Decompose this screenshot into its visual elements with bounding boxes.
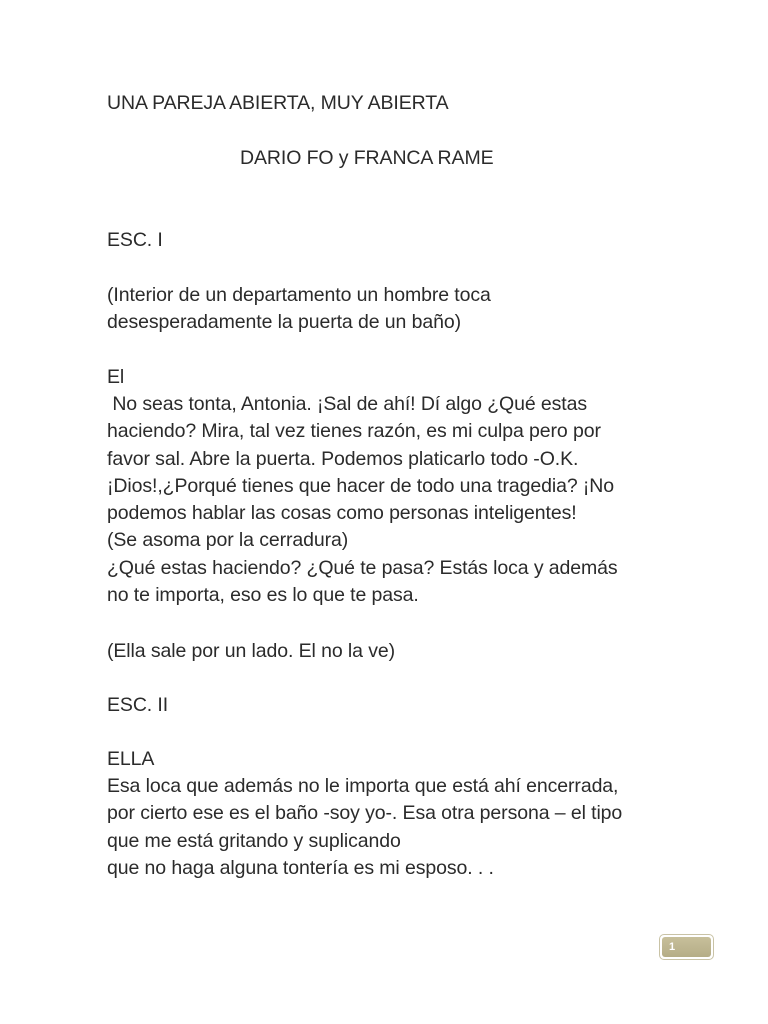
text-line: haciendo? Mira, tal vez tienes razón, es mi culpa pero por <box>107 420 601 443</box>
scene-heading-1: ESC. I <box>107 229 163 251</box>
text-line: desesperadamente la puerta de un baño) <box>107 311 461 334</box>
text-line: por cierto ese es el baño -soy yo-. Esa otra persona – el tipo <box>107 802 623 825</box>
speaker-label-el: El <box>107 366 125 388</box>
text-line: ¿Qué estas haciendo? ¿Qué te pasa? Estás loca y además <box>107 556 618 579</box>
text-line: que no haga alguna tontería es mi esposo. . . <box>107 856 494 879</box>
speaker-label-ella: ELLA <box>107 748 155 770</box>
stage-direction-2: (Ella sale por un lado. El no la ve) <box>107 640 395 662</box>
page-number-badge <box>659 934 714 960</box>
text-line: que me está gritando y suplicando <box>107 829 401 852</box>
document-title: UNA PAREJA ABIERTA, MUY ABIERTA <box>107 92 449 114</box>
scene-heading-2: ESC. II <box>107 694 169 716</box>
text-line: Esa loca que además no le importa que está ahí encerrada, <box>107 775 619 797</box>
dialogue-el <box>107 391 618 609</box>
document-authors: DARIO FO y FRANCA RAME <box>240 147 494 169</box>
text-line: ¡Dios!,¿Porqué tienes que hacer de todo una tragedia? ¡No <box>107 474 615 497</box>
text-line: no te importa, eso es lo que te pasa. <box>107 584 419 607</box>
dialogue-ella <box>107 773 622 882</box>
stage-direction-1 <box>107 282 491 337</box>
text-line: favor sal. Abre la puerta. Podemos platicarlo todo -O.K. <box>107 447 579 470</box>
text-line: No seas tonta, Antonia. ¡Sal de ahí! Dí algo ¿Qué estas <box>107 393 588 415</box>
page-number: 1 <box>662 937 711 957</box>
text-line: (Se asoma por la cerradura) <box>107 529 349 552</box>
text-line: podemos hablar las cosas como personas inteligentes! <box>107 502 577 525</box>
text-line: (Interior de un departamento un hombre toca <box>107 284 491 306</box>
